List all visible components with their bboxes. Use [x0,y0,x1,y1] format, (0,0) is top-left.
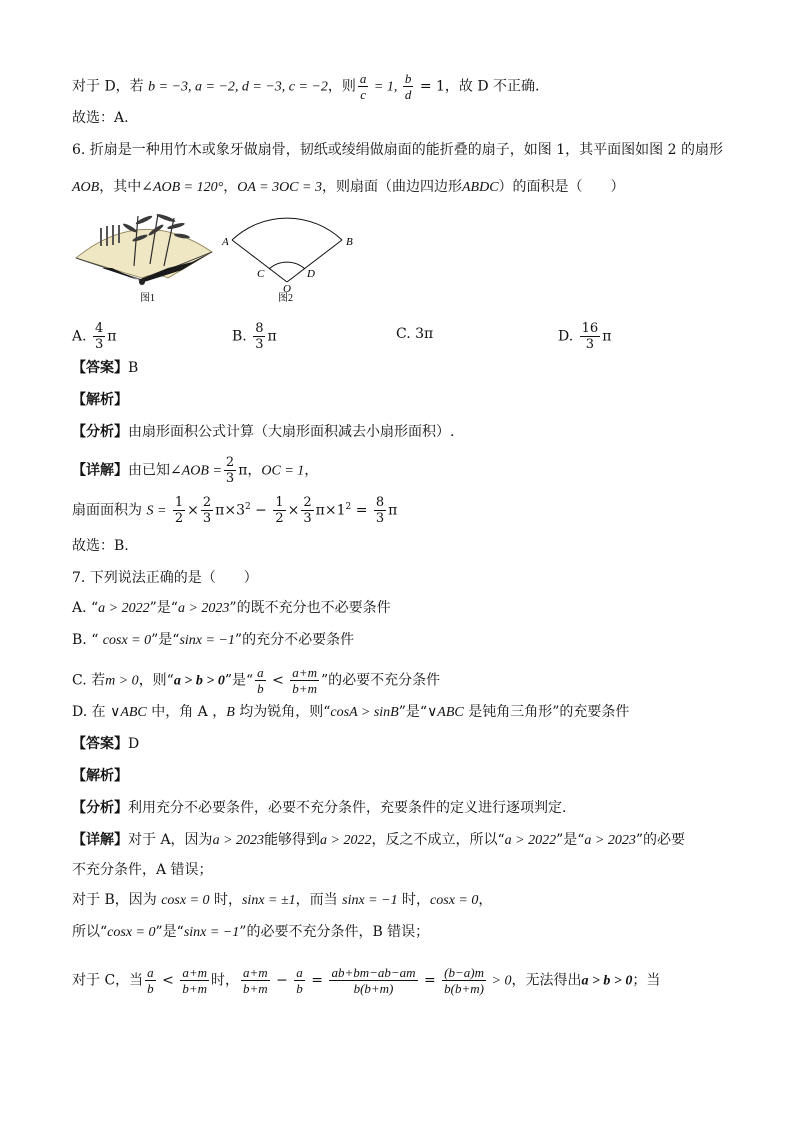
text: ”是“ [151,632,180,648]
math: a > 2023 [584,833,636,848]
text: 时， [210,972,239,989]
text: ”是“ [556,832,585,848]
math: > 0 [488,973,512,989]
q7-answer [72,734,139,754]
math: a > b > 0 [581,973,633,989]
fraction [201,496,213,525]
point-b-label: B [346,236,353,248]
numerator: a [296,965,303,980]
fraction [294,966,305,995]
numerator: 2 [303,495,312,510]
math: ∠AOB = [170,463,222,479]
denominator: b(b+m) [444,981,484,996]
text: ，其中 [99,179,142,195]
numerator: 2 [225,455,235,470]
fraction [442,966,486,995]
exponent: 2 [245,501,251,512]
math: ∠AOB = 120° [141,180,224,195]
denominator: 3 [202,511,212,526]
fenxi-text: 利用充分不必要条件，必要不充分条件，充要条件的定义进行逐项判定. [128,800,567,816]
text: 对于 A，因为 [128,832,213,848]
text: 能够得到 [264,832,321,848]
numerator: 2 [202,495,212,510]
exponent: 2 [345,501,352,512]
numerator: 8 [255,321,264,336]
numerator: 4 [95,321,104,336]
q6-analysis-label: 【解析】 [72,392,128,408]
text: 中，角 A ， [146,704,227,720]
option-text: 3π [415,326,434,342]
text: B. “ [72,632,103,648]
fraction [273,496,285,525]
math: a > 2022 [98,601,150,616]
q6-answer [72,358,138,378]
text: ”是“ [398,704,428,720]
numerator: 1 [174,495,184,510]
text: = 1，故 D 不正确. [415,78,540,95]
sector-diagram [232,218,342,282]
text: D. 在 [72,704,111,720]
q6-options [72,314,722,350]
answer-value: B [128,360,139,376]
pi: π [107,328,117,345]
math: cosA > sinB [330,705,399,720]
answer-label: 【答案】 [72,360,128,376]
math: S = [146,503,167,519]
text: 对于 B，因为 [72,892,162,908]
text: ，无法得出 [511,972,582,989]
numerator: 8 [375,495,385,510]
math: ABDC [461,180,499,195]
q7-detail-line3 [72,890,492,911]
text: 对于 C，当 [72,972,144,989]
math: a > 2022 [504,833,557,848]
point-c-label: C [257,268,265,280]
pi: π [267,328,277,345]
numerator: 16 [581,321,599,336]
math: a > b > 0 [173,673,225,689]
text: 对于 D，若 [72,78,149,95]
math: b = −3, a = −2, d = −3, c = −2 [148,79,328,95]
text: 由已知 [128,462,170,479]
option-letter: C. [396,326,411,342]
denominator: 3 [585,337,595,352]
math: cosx = 0 [107,925,156,940]
text: ”的既不充分也不必要条件 [229,600,391,616]
text: ”的充分不必要条件 [234,632,355,648]
fig1-label: 图1 [140,293,155,304]
option-a [72,322,117,351]
text: ）的面积是（ ） [498,179,625,195]
math: OA = 3OC = 3 [237,180,322,195]
math: a > 2023 [177,601,230,616]
math: cosx = 0 [430,893,479,908]
numerator: a+m [242,965,268,980]
term: π×3 [215,502,245,519]
minus: − [271,972,293,989]
option-d [558,322,611,351]
fenxi-label: 【分析】 [72,800,128,816]
math: AOB [72,180,100,195]
q7-title: 7. 下列说法正确的是（ ） [72,570,258,586]
numerator: (b−a)m [444,965,484,980]
numerator: a+m [292,665,317,680]
numerator: 1 [275,495,284,510]
denominator: 3 [95,337,104,352]
denominator: b [147,981,154,996]
text: 所以“ [72,924,108,940]
denominator: 3 [375,511,385,526]
point-o-label: O [283,283,291,295]
text: ， [478,892,493,908]
q6-fenxi [72,422,454,442]
folding-fan-illustration [76,213,212,285]
fraction [329,966,417,995]
math: ∨ABC [427,705,464,720]
math: = 1, [370,79,401,95]
text: ”的必要 [635,832,686,848]
denominator: b+m [242,981,268,996]
denominator: 3 [225,471,235,486]
math: cosx = 0 [102,633,152,648]
denominator: d [404,87,412,102]
text: C. 若 [72,672,106,689]
denominator: b [296,981,303,996]
fraction [580,322,601,351]
math: a > 2022 [320,833,372,848]
text: ， [247,462,262,479]
point-d-label: D [307,268,315,280]
denominator: b [257,681,264,696]
q6-area-formula [72,496,397,525]
text: 是钝角三角形”的充要条件 [463,704,630,720]
denominator: b+m [182,981,207,996]
text: ”是“ [224,672,254,689]
line-choose-a: 故选：A. [72,110,129,126]
equals: = [419,972,441,989]
math: m > 0 [105,673,139,689]
numerator: a [359,71,367,86]
fraction [358,72,369,101]
numerator: a [147,965,154,980]
denominator: b(b+m) [353,981,394,996]
math: B [226,705,235,720]
fraction [253,322,265,351]
denominator: 2 [174,511,184,526]
fenxi-text: 由扇形面积公式计算（大扇形面积减去小扇形面积）. [128,424,455,440]
text: A. “ [72,600,99,616]
math: sinx = −1 [183,925,240,940]
denominator: 3 [255,337,264,352]
text: ”是“ [155,924,184,940]
option-c [396,324,433,344]
option-b [232,322,277,351]
answer-label: 【答案】 [72,736,128,752]
fraction [403,72,414,101]
text: ”的必要不充分条件，B 错误； [239,924,430,940]
times: × [187,502,199,519]
option-letter: D. [558,328,574,345]
less-than: < [157,972,179,989]
q6-figures [72,206,372,306]
q6-choose: 故选：B. [72,538,129,554]
point-a-label: A [222,236,229,248]
q7-option-d [72,702,629,723]
fraction [93,322,105,351]
line-d-check [72,72,540,101]
q7-detail-line2: 不充分条件，A 错误； [72,862,213,878]
text: ”的必要不充分条件 [320,672,441,689]
fraction [290,666,319,695]
math: sinx = ±1 [241,893,296,908]
pi: π [238,462,248,479]
math: OC = 1 [261,463,305,479]
q7-detail-line1 [72,830,685,851]
minus: − [250,502,267,519]
numerator: b [404,71,412,86]
q6-detail [72,456,318,485]
pi: π [602,328,612,345]
numerator: a+m [182,965,207,980]
q7-option-b [72,630,354,651]
q7-analysis-label: 【解析】 [72,768,128,784]
text: 时， [397,892,431,908]
denominator: 2 [275,511,284,526]
equals: = [351,502,368,519]
math: a > 2023 [212,833,265,848]
q7-fenxi [72,798,566,818]
term: π×1 [315,502,346,519]
answer-value: D [128,736,140,752]
detail-label: 【详解】 [72,832,128,848]
less-than: < [267,672,289,689]
fraction [374,496,386,525]
fraction [241,966,270,995]
text: ，则“ [138,672,174,689]
fenxi-label: 【分析】 [72,424,128,440]
math: sinx = −1 [179,633,235,648]
denominator: c [360,87,367,102]
fraction [301,496,313,525]
fraction [173,496,185,525]
text: ，而当 [295,892,343,908]
detail-label: 【详解】 [72,462,128,479]
text: ”是“ [149,600,178,616]
fraction [224,456,236,485]
text: 时， [209,892,242,908]
numerator: ab+bm−ab−am [331,965,416,980]
text: ，反之不成立，所以“ [371,832,505,848]
q6-stem-line1: 6. 折扇是一种用竹木或象牙做扇骨，韧纸或绫绢做扇面的能折叠的扇子，如图 1，其平面图如图 2 的扇形 [72,142,723,158]
q7-option-c [72,666,440,695]
math: cosx = 0 [161,893,210,908]
q7-option-a [72,598,391,619]
times: × [287,502,300,519]
option-letter: A. [72,328,87,345]
text: ；当 [632,972,661,989]
option-letter: B. [232,328,247,345]
denominator: 3 [303,511,312,526]
denominator: b+m [292,681,317,696]
text: 均为锐角，则“ [234,704,331,720]
fig2-label: 图2 [278,293,293,304]
text: 扇面面积为 [72,502,147,519]
fraction [180,966,209,995]
pi: π [388,502,398,519]
numerator: a [257,665,264,680]
q6-stem-line2 [72,177,625,198]
equals: = [306,972,328,989]
q7-detail-line5 [72,966,660,995]
text: ， [223,179,238,195]
q7-detail-line4 [72,922,429,943]
math: ∨ABC [110,705,147,720]
text: ，则扇面（曲边四边形 [321,179,462,195]
fraction [145,966,156,995]
fraction [255,666,266,695]
math: sinx = −1 [342,893,398,908]
text: ， [304,462,319,479]
text: ，则 [327,78,356,95]
